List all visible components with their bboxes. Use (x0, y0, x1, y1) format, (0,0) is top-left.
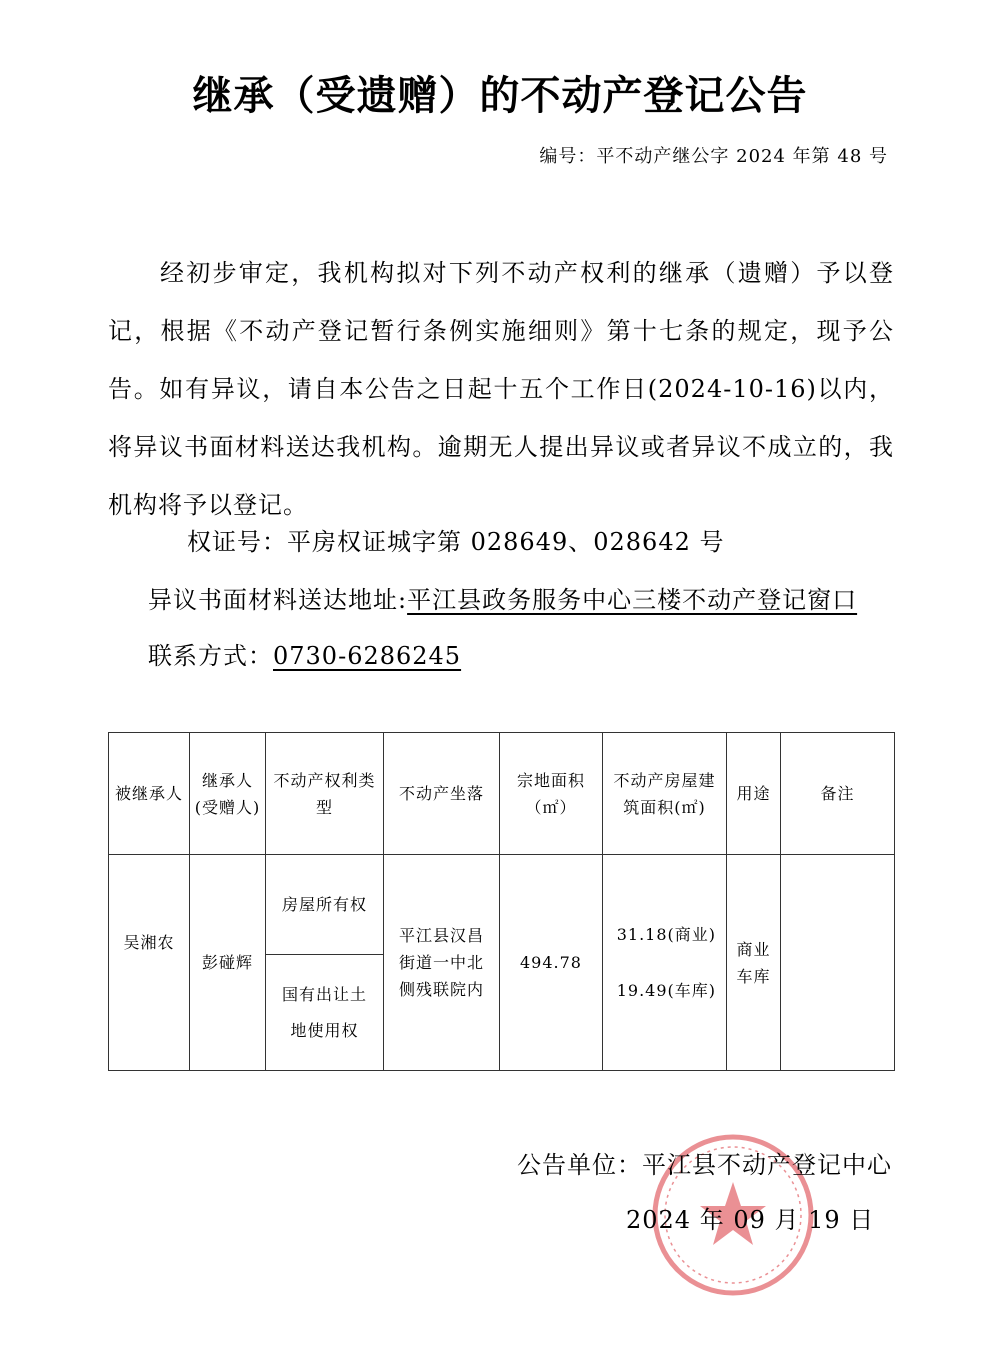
notice-body: 经初步审定，我机构拟对下列不动产权利的继承（遗赠）予以登记，根据《不动产登记暂行条例实施细则》第十七条的规定，现予公告。如有异议，请自本公告之日起十五个工作日(2024-10-16)以内，将异议书面材料送达我机构。逾期无人提出异议或者异议不成立的，我机构将予以登记。 (108, 259, 894, 519)
header-building-area: 不动产房屋建筑面积(㎡) (603, 733, 727, 855)
certificate-number: 权证号：平房权证城字第 028649、028642 号 (187, 528, 725, 556)
cell-remark (781, 855, 895, 1071)
cell-decedent: 吴湘农 (109, 855, 190, 1071)
address-label: 异议书面材料送达地址: (148, 586, 408, 614)
contact-value: 0730-6286245 (273, 642, 462, 670)
header-land-area: 宗地面积（㎡） (500, 733, 603, 855)
header-heir: 继承人(受赠人) (190, 733, 266, 855)
cell-building-area (603, 855, 727, 1071)
issue-date: 2024 年 09 月 19 日 (626, 1206, 875, 1234)
building-area-commercial: 31.18(商业) (616, 924, 716, 944)
table-row (109, 855, 895, 955)
address-value: 平江县政务服务中心三楼不动产登记窗口 (407, 586, 858, 614)
document-number: 编号：平不动产继公字 2024 年第 48 号 (539, 146, 888, 167)
header-right-type: 不动产权利类 型 (266, 733, 384, 855)
header-use: 用途 (727, 733, 781, 855)
header-decedent: 被继承人 (109, 733, 190, 855)
cell-heir: 彭碰辉 (190, 855, 266, 1071)
property-table (108, 732, 895, 1071)
cell-right-type-2: 国有出让土地使用权 (266, 955, 384, 1071)
contact-label: 联系方式： (148, 642, 273, 670)
contact-info (148, 636, 461, 676)
cell-right-type-1: 房屋所有权 (266, 855, 384, 955)
objection-address (148, 580, 857, 620)
page-title: 继承（受遗赠）的不动产登记公告 (192, 73, 808, 119)
issuing-organization: 公告单位：平江县不动产登记中心 (517, 1151, 892, 1179)
cell-use: 商业车库 (727, 855, 781, 1071)
header-location: 不动产坐落 (384, 733, 500, 855)
header-remark: 备注 (781, 733, 895, 855)
table-header-row (109, 733, 895, 855)
cell-land-area: 494.78 (500, 855, 603, 1071)
cell-location: 平江县汉昌街道一中北侧残联院内 (384, 855, 500, 1071)
building-area-garage: 19.49(车库) (616, 980, 716, 1000)
